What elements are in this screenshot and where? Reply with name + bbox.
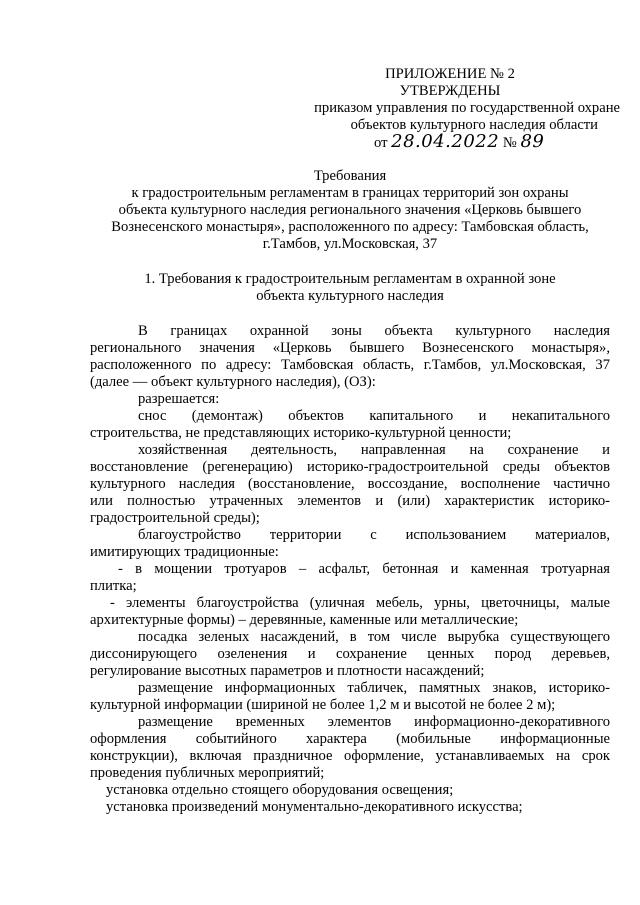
- approved-label: УТВЕРЖДЕНЫ: [399, 83, 501, 99]
- order-date-line: [250, 133, 620, 152]
- title-heading: Требования: [313, 168, 387, 184]
- approval-header: [250, 66, 620, 152]
- paragraph-line: диссонирующего озеленения и сохранение ценных пород деревьев,: [90, 646, 610, 662]
- paragraph-line: плитка;: [90, 578, 137, 594]
- paragraph-line: расположенного по адресу: Тамбовская область, г.Тамбов, ул.Московская, 37: [90, 357, 610, 373]
- paragraph-line: строительства, не представляющих историко-культурной ценности;: [90, 425, 512, 441]
- section-1-line-2: объекта культурного наследия: [256, 288, 444, 304]
- paragraph-line: благоустройство территории с использованием материалов,: [138, 527, 610, 543]
- paragraph-line: разрешается:: [138, 391, 220, 407]
- paragraph-line: установка отдельно стоящего оборудования освещения;: [106, 782, 454, 798]
- document-title: [90, 168, 610, 253]
- paragraph-line: - в мощении тротуаров – асфальт, бетонная и каменная тротуарная: [118, 561, 610, 577]
- paragraph-line: В границах охранной зоны объекта культурного наследия: [138, 323, 610, 339]
- paragraph-line: восстановление (регенерацию) историко-градостроительной среды объектов: [90, 459, 610, 475]
- paragraph-line: конструкции), включая праздничное оформление, устанавливаемых на срок: [90, 748, 610, 764]
- title-line-3: Вознесенского монастыря», расположенного по адресу: Тамбовская область,: [111, 219, 589, 235]
- order-line-2: объектов культурного наследия области: [350, 117, 598, 133]
- paragraph-line: регулирование высотных параметров и плотности насаждений;: [90, 663, 485, 679]
- paragraph-line: хозяйственная деятельность, направленная на сохранение и: [138, 442, 610, 458]
- paragraph-line: посадка зеленых насаждений, в том числе вырубка существующего: [138, 629, 610, 645]
- number-sign: №: [502, 135, 517, 151]
- paragraph-line: или полностью утраченных элементов и (или) характеристик историко-: [90, 493, 610, 509]
- paragraph-line: культурного наследия (восстановление, воссоздание, восполнение частично: [90, 476, 610, 492]
- paragraph-line: (далее — объект культурного наследия), (ОЗ):: [90, 374, 376, 390]
- paragraph-line: культурной информации (шириной не более 1,2 м и высотой не более 2 м);: [90, 697, 556, 713]
- title-line-2: объекта культурного наследия регионального значения «Церковь бывшего: [118, 202, 582, 218]
- appendix-label: ПРИЛОЖЕНИЕ № 2: [385, 66, 515, 82]
- paragraph-line: установка произведений монументально-декоративного искусства;: [106, 799, 523, 815]
- section-1-heading: [90, 271, 610, 305]
- paragraph-line: имитирующих традиционные:: [90, 544, 279, 560]
- paragraph-line: оформления событийного характера (мобильные информационные: [90, 731, 610, 747]
- paragraph-line: размещение информационных табличек, памятных знаков, историко-: [138, 680, 610, 696]
- section-1-line-1: 1. Требования к градостроительным регламентам в охранной зоне: [144, 271, 556, 287]
- paragraph-line: снос (демонтаж) объектов капитального и некапитального: [138, 408, 610, 424]
- title-line-4: г.Тамбов, ул.Московская, 37: [262, 236, 438, 252]
- paragraph-line: проведения публичных мероприятий;: [90, 765, 325, 781]
- handwritten-number: 89: [520, 131, 545, 152]
- paragraph-line: градостроительной среды);: [90, 510, 260, 526]
- title-line-1: к градостроительным регламентам в границах территорий зон охраны: [131, 185, 569, 201]
- paragraph-line: - элементы благоустройства (уличная мебель, урны, цветочницы, малые: [110, 595, 610, 611]
- document-body: [90, 323, 610, 816]
- paragraph-line: регионального значения «Церковь бывшего Вознесенского монастыря»,: [90, 340, 610, 356]
- date-prefix: от: [374, 135, 388, 151]
- order-line-1: приказом управления по государственной охране: [314, 100, 620, 116]
- paragraph-line: архитектурные формы) – деревянные, каменные или металлические;: [90, 612, 519, 628]
- handwritten-date: 28.04.2022: [391, 131, 500, 152]
- paragraph-line: размещение временных элементов информационно-декоративного: [138, 714, 610, 730]
